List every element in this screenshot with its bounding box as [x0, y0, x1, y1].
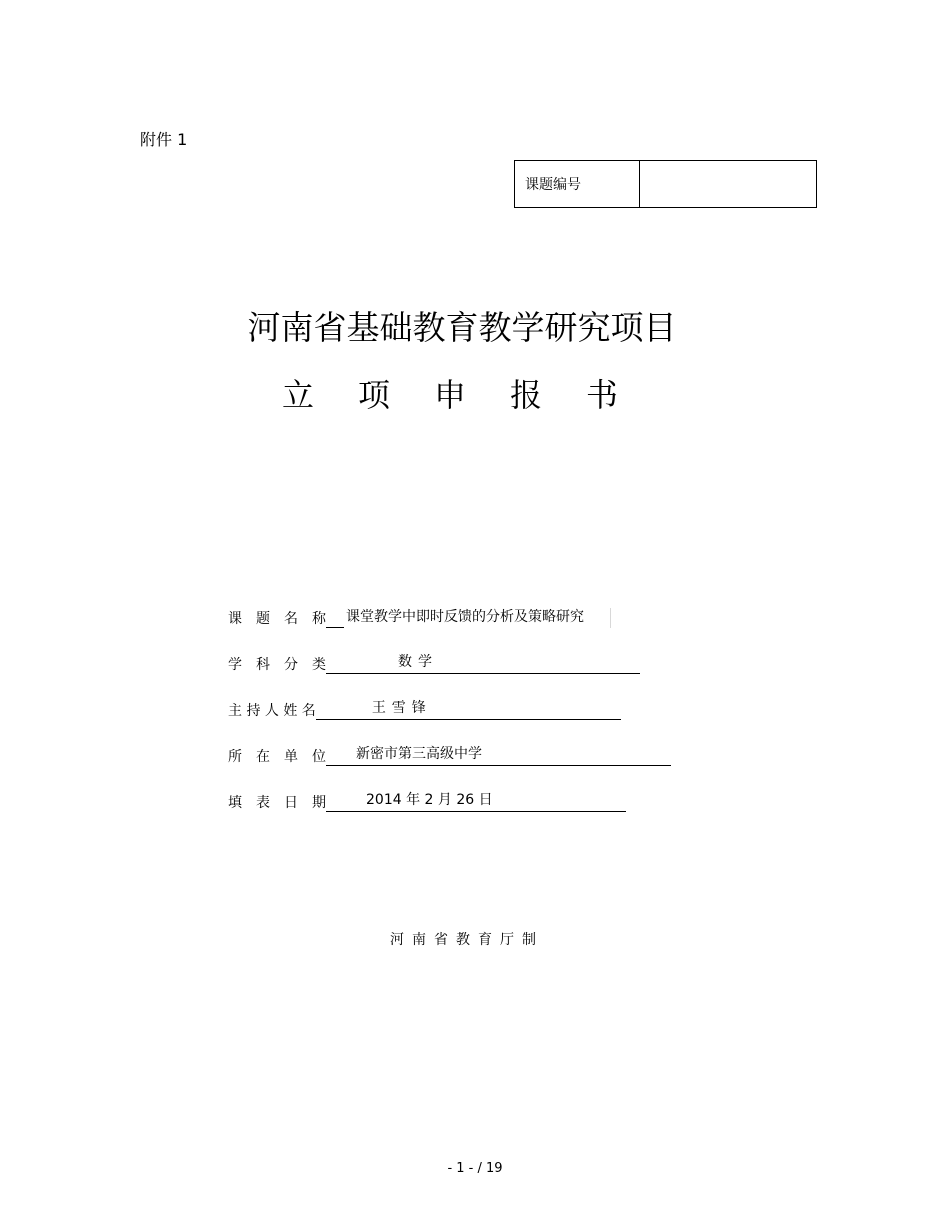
project-id-label: 课题编号 — [515, 161, 640, 207]
field-label: 所 在 单 位 — [228, 749, 326, 765]
field-date — [228, 790, 626, 812]
field-value: 课堂教学中即时反馈的分析及策略研究 — [346, 609, 584, 625]
field-label: 课 题 名 称 — [228, 611, 326, 627]
text-cursor-divider — [610, 608, 611, 628]
field-label: 填 表 日 期 — [228, 795, 326, 811]
field-label: 学 科 分 类 — [228, 657, 326, 673]
field-subject — [228, 652, 640, 674]
field-organization — [228, 744, 671, 766]
document-title: 河南省基础教育教学研究项目 — [247, 308, 677, 347]
field-value: 数学 — [326, 654, 640, 674]
field-label: 主 持 人 姓 名 — [228, 703, 316, 719]
project-id-value — [640, 161, 816, 207]
attachment-label: 附件 1 — [140, 130, 188, 149]
field-underline — [326, 608, 344, 628]
field-host-name — [228, 698, 621, 720]
field-value: 2014 年 2 月 26 日 — [326, 792, 626, 812]
field-project-name — [228, 606, 611, 628]
project-id-table — [514, 160, 817, 208]
field-value: 新密市第三高级中学 — [326, 746, 671, 766]
document-subtitle: 立项申报书 — [281, 376, 662, 414]
field-value: 王雪锋 — [316, 700, 621, 720]
page-number: - 1 - / 19 — [447, 1161, 503, 1176]
issuer: 河南省教育厅制 — [390, 932, 544, 948]
